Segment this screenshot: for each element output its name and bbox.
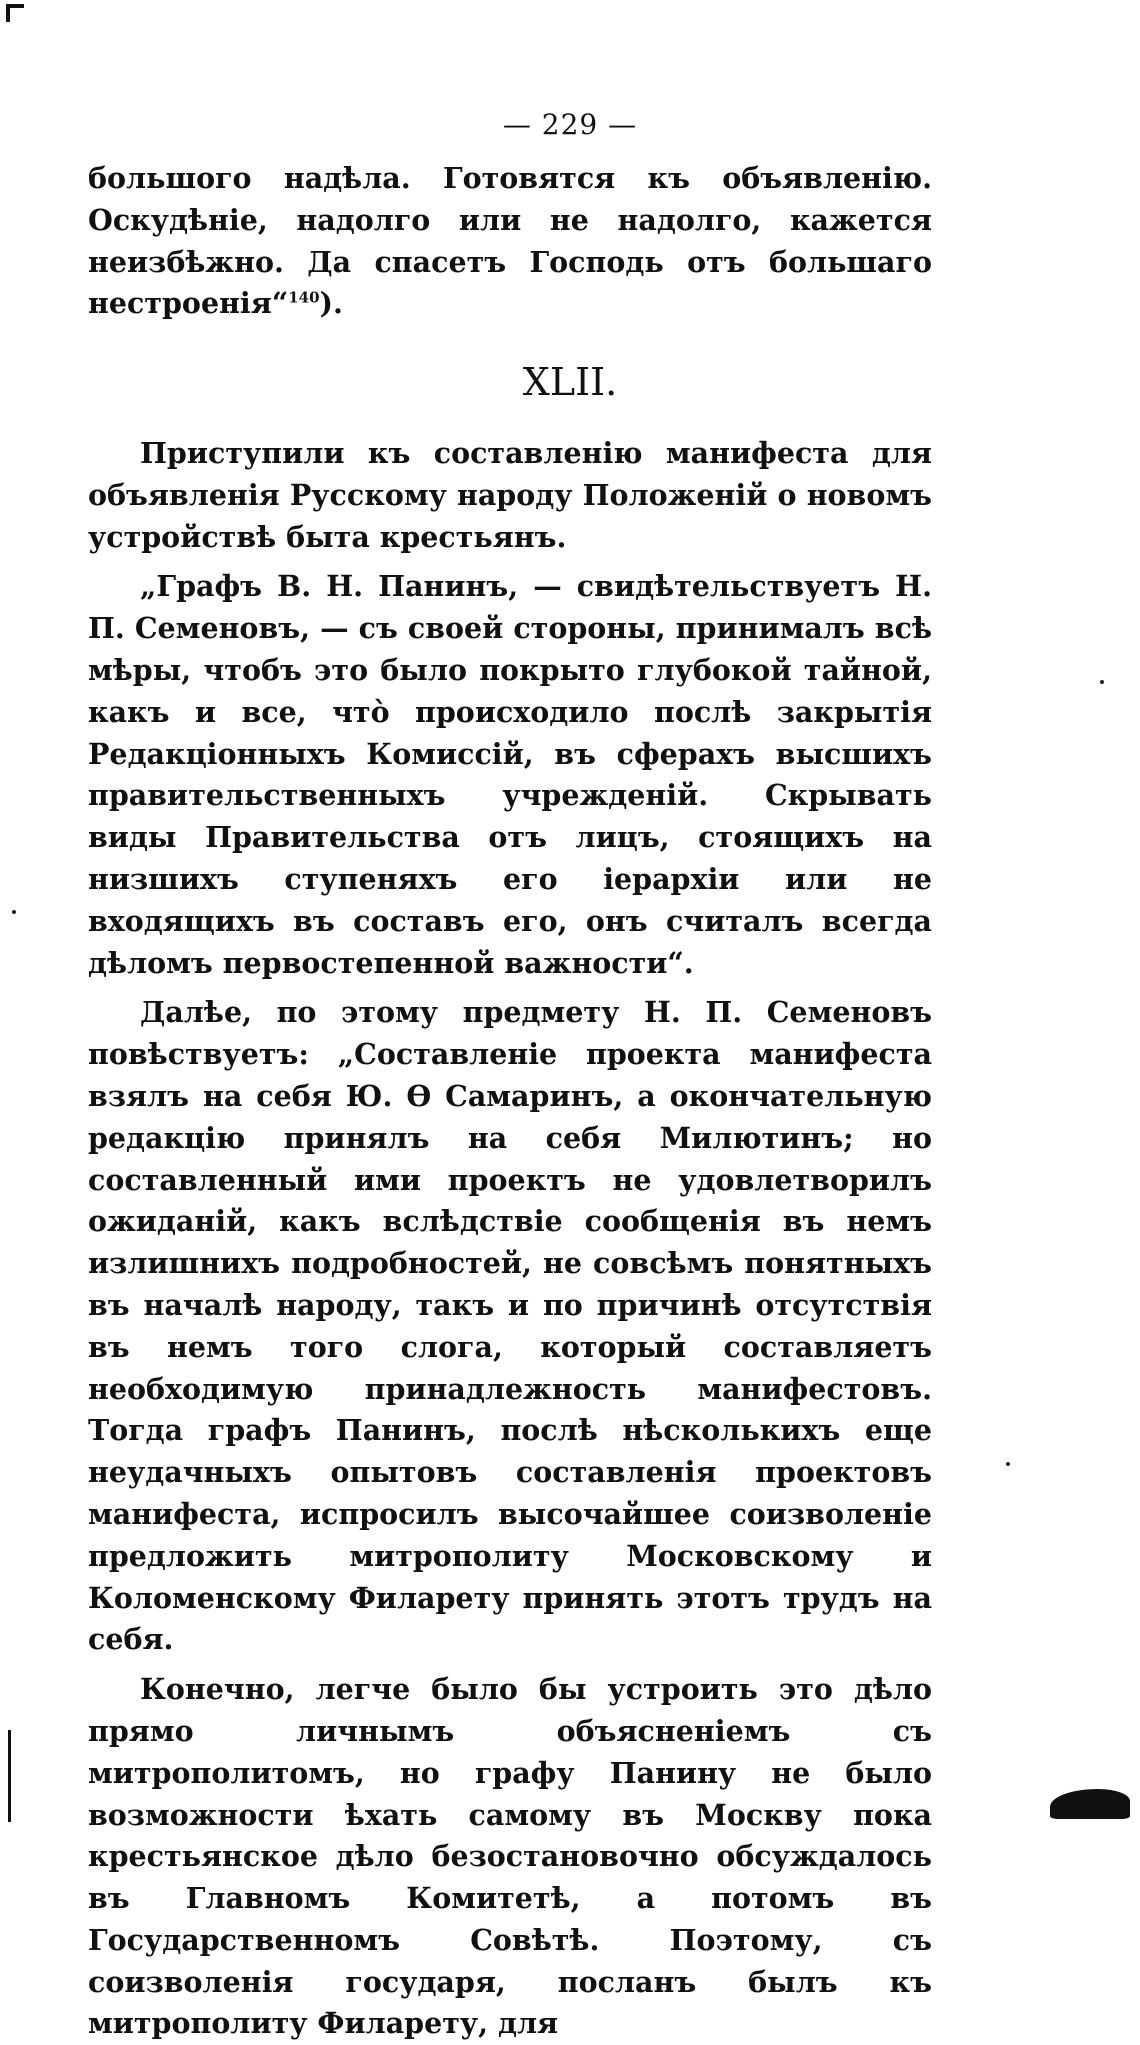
- ink-blot: [1050, 1789, 1130, 1819]
- scan-speck: [1006, 1462, 1010, 1466]
- paragraph: Конечно, легче было бы устроить это дѣло прямо личнымъ объясненіемъ съ митрополитомъ, но графу Панину не было возможности ѣхать самому въ Москву пока крестьянское дѣло безостановочно обсуждалось въ Главномъ Комитетѣ, а потомъ въ Государственномъ Совѣтѣ. Поэтому, съ соизволенія государя, посланъ былъ къ митрополиту Филарету, для: [88, 1672, 932, 2041]
- continuation-text: [88, 158, 932, 325]
- chapter-body: [88, 433, 932, 2045]
- continuation-end: ).: [319, 286, 343, 321]
- page-number: — 229 —: [502, 108, 638, 141]
- paragraph: Далѣе, по этому предмету Н. П. Семеновъ повѣствуетъ: „Составленіе проекта манифеста взялъ на себя Ю. Ѳ Самаринъ, а окончательную редакцію принялъ на себя Милютинъ; но составленный ими проектъ не удовлетворилъ ожиданій, какъ вслѣдствіе сообщенія въ немъ излишнихъ подробностей, не совсѣмъ понятныхъ въ началѣ народу, такъ и по причинѣ отсутствія въ немъ того слога, который составляетъ необходимую принадлежность манифестовъ. Тогда графъ Панинъ, послѣ нѣсколькихъ еще неудачныхъ опытовъ составленія проектовъ манифеста, испросилъ высочайшее соизволеніе предложить митрополиту Московскому и Коломенскому Филарету принять этотъ трудъ на себя.: [88, 995, 932, 1657]
- paragraph: „Графъ В. Н. Панинъ, — свидѣтельствуетъ Н. П. Семеновъ, — съ своей стороны, принималъ всѣ мѣры, чтобъ это было покрыто глубокой тайной, какъ и все, чтò происходило послѣ закрытія Редакціонныхъ Комиссій, въ сферахъ высшихъ правительственныхъ учрежденій. Скрывать виды Правительства отъ лицъ, стоящихъ на низшихъ ступеняхъ его іерархіи или не входящихъ въ составъ его, онъ считалъ всегда дѣломъ первостепенной важности“.: [88, 569, 932, 980]
- continuation-body: большого надѣла. Готовятся къ объявленію. Оскудѣніе, надолго или не надолго, кажется неизбѣжно. Да спасетъ Господь отъ большаго нестроенія“: [88, 161, 932, 321]
- scan-corner-mark: [6, 4, 24, 22]
- continuation-paragraph: [88, 158, 932, 325]
- paragraph: Приступили къ составленію манифеста для объявленія Русскому народу Положеній о новомъ устройствѣ быта крестьянъ.: [88, 436, 932, 554]
- chapter-heading: XLII.: [522, 360, 618, 404]
- scan-speck: [1100, 680, 1104, 684]
- scan-edge-line: [8, 1730, 11, 1822]
- footnote-marker: 140: [288, 288, 320, 307]
- scan-speck: [12, 910, 16, 914]
